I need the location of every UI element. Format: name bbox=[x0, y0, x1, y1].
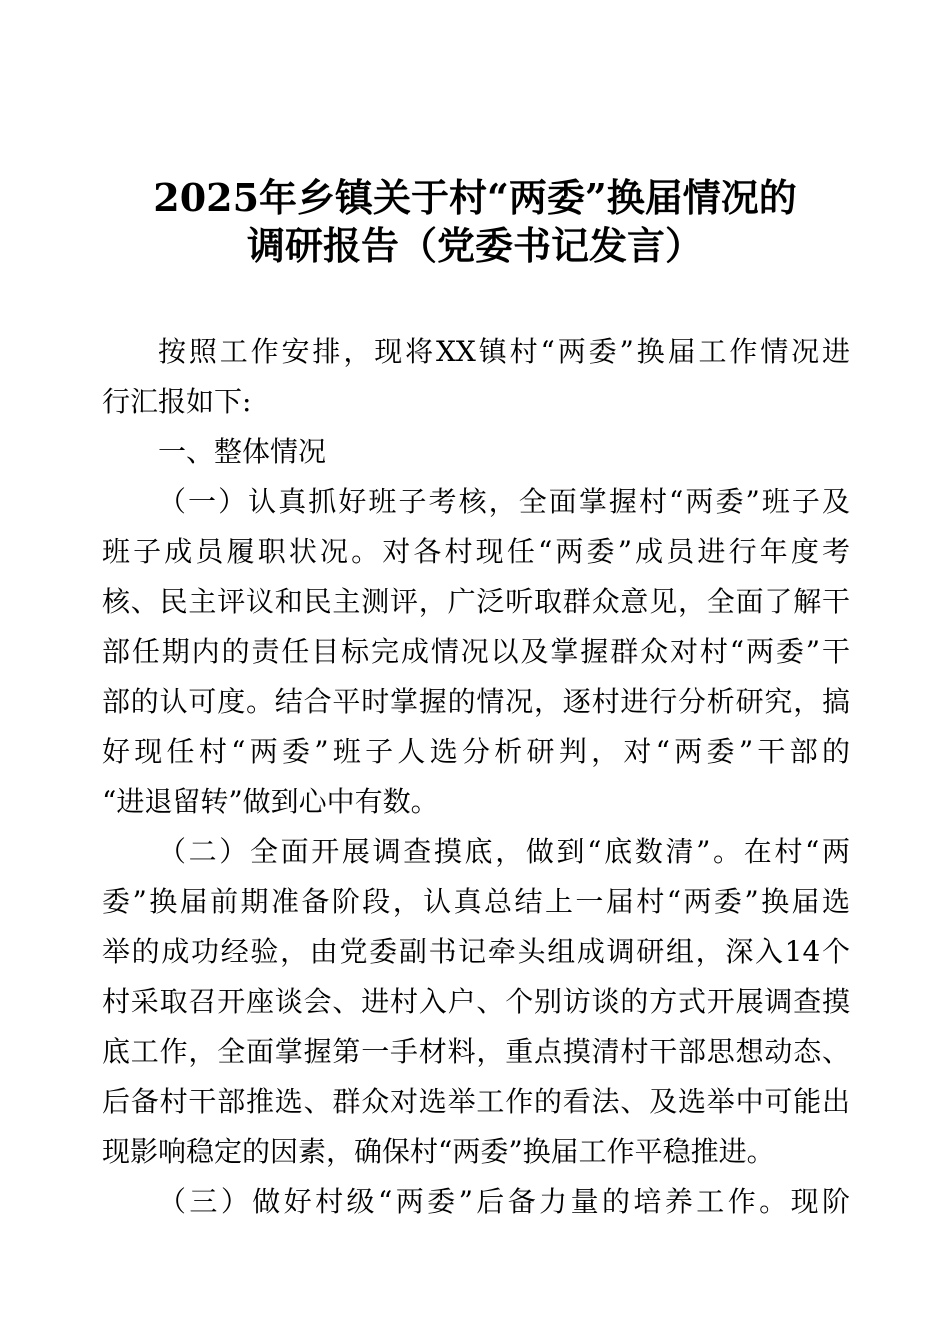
paragraph-intro-line-1: 按照工作安排，现将XX镇村“两委”换届工作情况进 bbox=[158, 335, 850, 368]
paragraph-2-line-4: 村采取召开座谈会、进村入户、个别访谈的方式开展调查摸 bbox=[102, 985, 850, 1018]
paragraph-2-line-2: 委”换届前期准备阶段，认真总结上一届村“两委”换届选 bbox=[102, 885, 850, 918]
document-title-line-1: 2025年乡镇关于村“两委”换届情况的 bbox=[153, 175, 797, 220]
paragraph-2-line-3: 举的成功经验，由党委副书记牵头组成调研组，深入14个 bbox=[102, 935, 850, 968]
paragraph-2-line-1: （二）全面开展调查摸底，做到“底数清”。在村“两 bbox=[158, 835, 850, 868]
paragraph-1-line-6: 好现任村“两委”班子人选分析研判，对“两委”干部的 bbox=[102, 735, 850, 768]
paragraph-1-line-3: 核、民主评议和民主测评，广泛听取群众意见，全面了解干 bbox=[102, 585, 850, 618]
paragraph-2-line-6: 后备村干部推选、群众对选举工作的看法、及选举中可能出 bbox=[102, 1085, 850, 1118]
paragraph-intro-line-2: 行汇报如下: bbox=[102, 385, 252, 418]
paragraph-3-line-1: （三）做好村级“两委”后备力量的培养工作。现阶 bbox=[158, 1185, 850, 1218]
paragraph-2-line-7: 现影响稳定的因素，确保村“两委”换届工作平稳推进。 bbox=[102, 1135, 775, 1168]
paragraph-1-line-4: 部任期内的责任目标完成情况以及掌握群众对村“两委”干 bbox=[102, 635, 850, 668]
section-heading-overall: 一、整体情况 bbox=[158, 435, 327, 468]
document-title-line-2: 调研报告（党委书记发言） bbox=[246, 223, 703, 268]
paragraph-1-line-2: 班子成员履职状况。对各村现任“两委”成员进行年度考 bbox=[102, 535, 850, 568]
paragraph-2-line-5: 底工作，全面掌握第一手材料，重点摸清村干部思想动态、 bbox=[102, 1035, 850, 1068]
paragraph-1-line-1: （一）认真抓好班子考核，全面掌握村“两委”班子及 bbox=[158, 485, 850, 518]
paragraph-1-line-5: 部的认可度。结合平时掌握的情况，逐村进行分析研究，搞 bbox=[102, 685, 850, 718]
paragraph-1-line-7: “进退留转”做到心中有数。 bbox=[102, 785, 439, 818]
